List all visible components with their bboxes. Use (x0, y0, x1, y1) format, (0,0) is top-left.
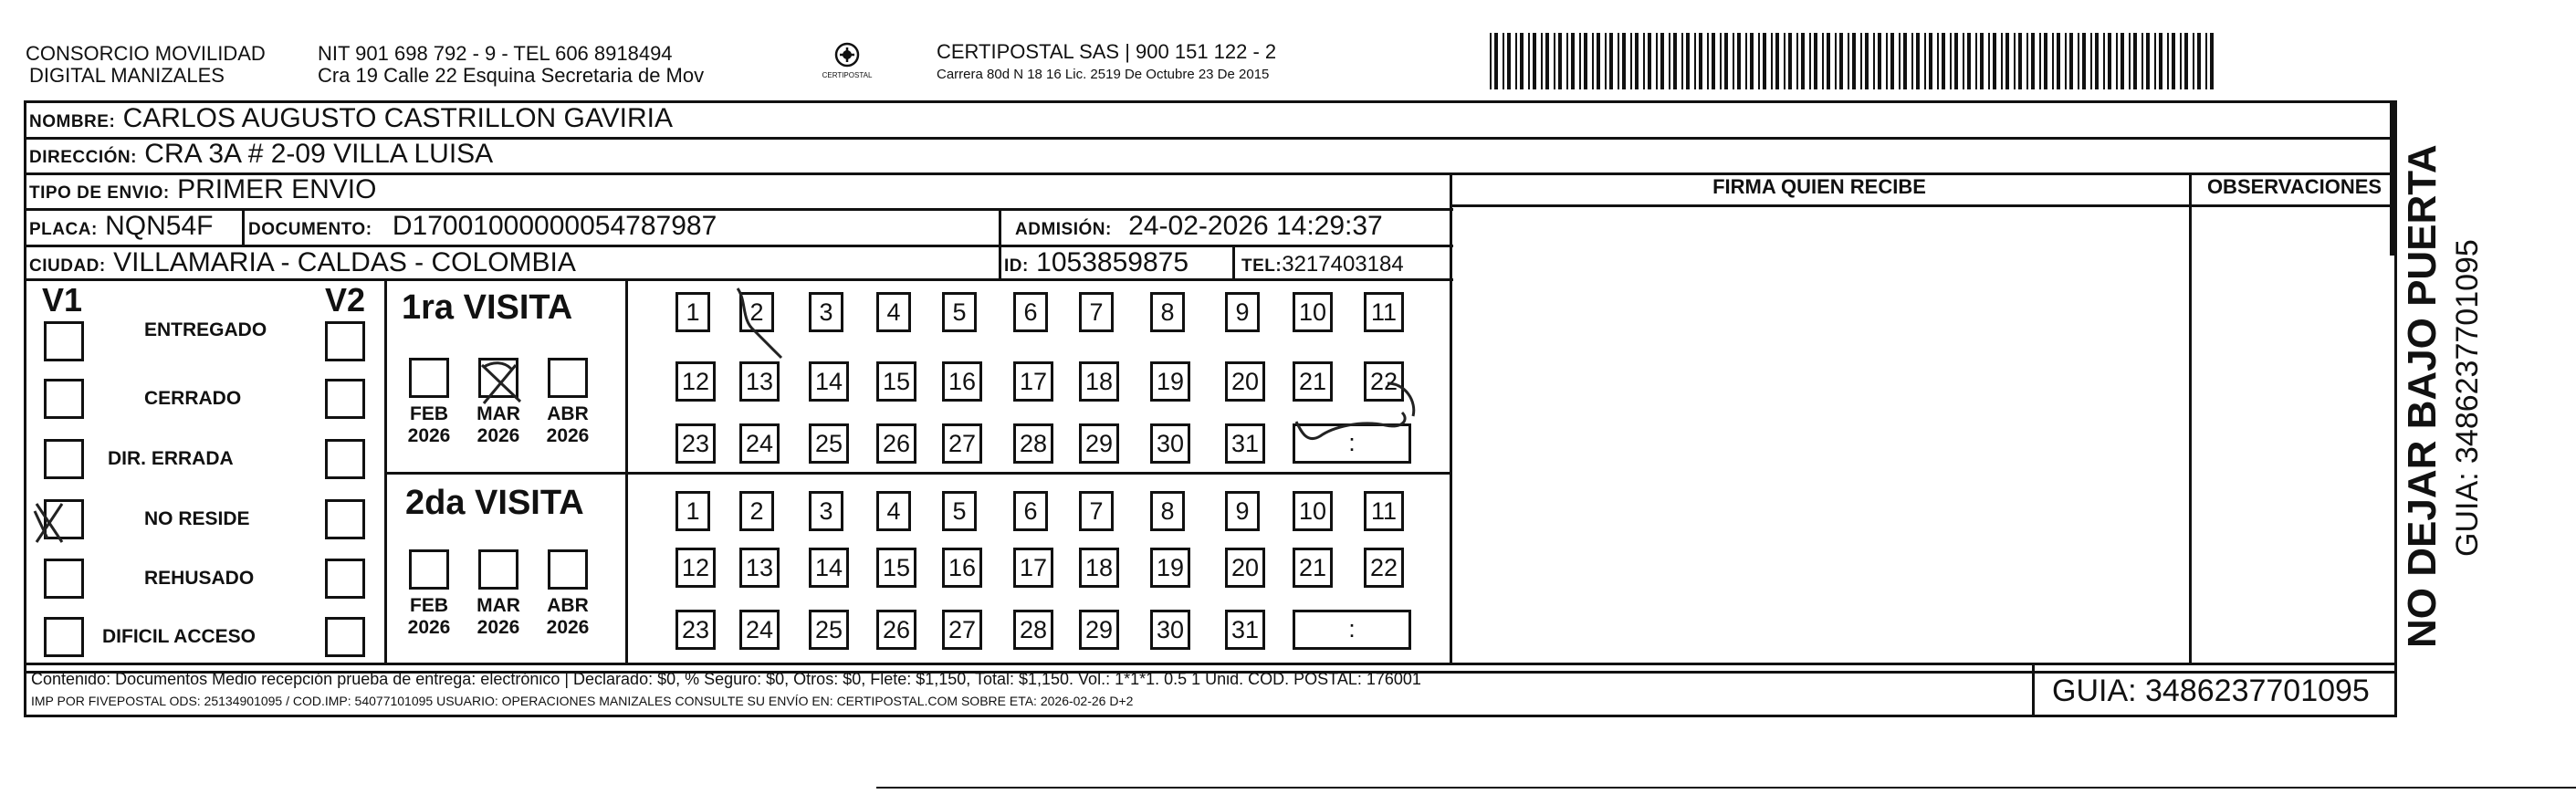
status-label: NO RESIDE (144, 508, 250, 529)
footer-guia: GUIA: 3486237701095 (2052, 674, 2370, 708)
day-box-13[interactable]: 13 (739, 361, 780, 402)
status-label: ENTREGADO (144, 319, 267, 340)
day-box-11[interactable]: 11 (1364, 491, 1404, 531)
status-label: DIFICIL ACCESO (102, 626, 257, 647)
bottom-edge-line (876, 787, 2576, 789)
carrier-info: CERTIPOSTAL SAS | 900 151 122 - 2 (937, 40, 1277, 63)
day-box-24[interactable]: 24 (739, 610, 780, 650)
day-box-31[interactable]: 31 (1225, 423, 1265, 464)
day-box-14[interactable]: 14 (809, 548, 849, 588)
admision-field: ADMISIÓN: 24-02-2026 14:29:37 (1015, 211, 1383, 241)
v2-label: V2 (325, 281, 366, 319)
side-guia: GUIA: 3486237701095 (2450, 239, 2485, 557)
tel-field: TEL:3217403184 (1241, 252, 1404, 277)
status-label: DIR. ERRADA (108, 448, 234, 469)
day-box-16[interactable]: 16 (942, 361, 982, 402)
day-box-4[interactable]: 4 (876, 491, 911, 531)
day-box-14[interactable]: 14 (809, 361, 849, 402)
day-box-28[interactable]: 28 (1013, 423, 1053, 464)
month-label: FEB 2026 (407, 403, 451, 446)
day-box-9[interactable]: 9 (1225, 491, 1260, 531)
day-box-26[interactable]: 26 (876, 423, 916, 464)
day-box-12[interactable]: 12 (675, 361, 716, 402)
footer-content-line: Contenido: Documentos Medio recepción prueba de entrega: electrónico | Declarado: $0, % Seguro: $0, Otros: $0, Flete: $1,150, Total: $1,150. Vol.: 1*1*1. 0.5 1 Unid. COD. POSTAL: 176001 (31, 670, 1421, 688)
day-box-24[interactable]: 24 (739, 423, 780, 464)
time-input[interactable]: : (1293, 423, 1411, 464)
day-box-3[interactable]: 3 (809, 292, 843, 332)
status-label: REHUSADO (144, 568, 255, 589)
day-box-30[interactable]: 30 (1150, 610, 1190, 650)
documento-field: DOCUMENTO: D17001000000054787987 (248, 211, 717, 241)
day-box-20[interactable]: 20 (1225, 361, 1265, 402)
day-box-29[interactable]: 29 (1079, 423, 1119, 464)
status-label: CERRADO (144, 388, 242, 409)
tipo-envio-field: TIPO DE ENVIO: PRIMER ENVIO (29, 174, 377, 204)
certipostal-logo: CERTIPOSTAL (818, 40, 876, 86)
day-box-15[interactable]: 15 (876, 361, 916, 402)
day-box-9[interactable]: 9 (1225, 292, 1260, 332)
time-input[interactable]: : (1293, 610, 1411, 650)
day-box-1[interactable]: 1 (675, 491, 710, 531)
day-box-6[interactable]: 6 (1013, 491, 1048, 531)
day-box-7[interactable]: 7 (1079, 292, 1114, 332)
carrier-address: Carrera 80d N 18 16 Lic. 2519 De Octubre 23 De 2015 (937, 67, 1270, 82)
day-box-6[interactable]: 6 (1013, 292, 1048, 332)
v1-label: V1 (42, 281, 83, 319)
day-box-27[interactable]: 27 (942, 610, 982, 650)
day-box-1[interactable]: 1 (675, 292, 710, 332)
ciudad-field: CIUDAD: VILLAMARIA - CALDAS - COLOMBIA (29, 247, 576, 277)
day-box-31[interactable]: 31 (1225, 610, 1265, 650)
day-box-21[interactable]: 21 (1293, 361, 1333, 402)
company-address: Cra 19 Calle 22 Esquina Secretaria de Mov (318, 64, 705, 87)
first-visit-title: 1ra VISITA (402, 288, 573, 327)
month-label: MAR 2026 (476, 595, 520, 638)
observaciones-header: OBSERVACIONES (2206, 175, 2382, 198)
day-box-27[interactable]: 27 (942, 423, 982, 464)
day-box-15[interactable]: 15 (876, 548, 916, 588)
day-box-19[interactable]: 19 (1150, 548, 1190, 588)
placa-field: PLACA: NQN54F (29, 211, 214, 241)
day-box-17[interactable]: 17 (1013, 361, 1053, 402)
day-box-29[interactable]: 29 (1079, 610, 1119, 650)
month-label: FEB 2026 (407, 595, 451, 638)
day-box-7[interactable]: 7 (1079, 491, 1114, 531)
no-dejar-warning: NO DEJAR BAJO PUERTA (2400, 144, 2445, 648)
company-name-line2: DIGITAL MANIZALES (29, 64, 225, 87)
day-box-22[interactable]: 22 (1364, 548, 1404, 588)
day-box-12[interactable]: 12 (675, 548, 716, 588)
side-guia-block (2450, 164, 2487, 557)
nombre-field: NOMBRE: CARLOS AUGUSTO CASTRILLON GAVIRIA (29, 103, 673, 133)
day-box-16[interactable]: 16 (942, 548, 982, 588)
id-field: ID: 1053859875 (1004, 247, 1189, 277)
day-box-18[interactable]: 18 (1079, 361, 1119, 402)
day-box-25[interactable]: 25 (809, 610, 849, 650)
month-label: MAR 2026 (476, 403, 520, 446)
month-label: ABR 2026 (546, 403, 590, 446)
day-box-4[interactable]: 4 (876, 292, 911, 332)
day-box-19[interactable]: 19 (1150, 361, 1190, 402)
day-box-2[interactable]: 2 (739, 491, 774, 531)
day-box-11[interactable]: 11 (1364, 292, 1404, 332)
day-box-5[interactable]: 5 (942, 292, 977, 332)
day-box-21[interactable]: 21 (1293, 548, 1333, 588)
company-name-line1: CONSORCIO MOVILIDAD (26, 42, 266, 65)
day-box-30[interactable]: 30 (1150, 423, 1190, 464)
day-box-28[interactable]: 28 (1013, 610, 1053, 650)
day-box-17[interactable]: 17 (1013, 548, 1053, 588)
day-box-8[interactable]: 8 (1150, 491, 1185, 531)
day-box-18[interactable]: 18 (1079, 548, 1119, 588)
month-label: ABR 2026 (546, 595, 590, 638)
day-box-5[interactable]: 5 (942, 491, 977, 531)
day-box-25[interactable]: 25 (809, 423, 849, 464)
footer-print-info: IMP POR FIVEPOSTAL ODS: 25134901095 / COD.IMP: 54077101095 USUARIO: OPERACIONES MANIZALES CONSULTE SU ENVÍO EN: CERTIPOSTAL.COM SOBRE ETA: 2026-02-26 D+2 (31, 694, 1134, 708)
day-box-23[interactable]: 23 (675, 423, 716, 464)
day-box-8[interactable]: 8 (1150, 292, 1185, 332)
direccion-field: DIRECCIÓN: CRA 3A # 2-09 VILLA LUISA (29, 139, 494, 169)
day-box-10[interactable]: 10 (1293, 292, 1333, 332)
firma-header: FIRMA QUIEN RECIBE (1712, 175, 1926, 198)
day-box-23[interactable]: 23 (675, 610, 716, 650)
day-box-22[interactable]: 22 (1364, 361, 1404, 402)
day-box-26[interactable]: 26 (876, 610, 916, 650)
second-visit-title: 2da VISITA (405, 484, 584, 522)
company-nit: NIT 901 698 792 - 9 - TEL 606 8918494 (318, 42, 673, 65)
day-box-10[interactable]: 10 (1293, 491, 1333, 531)
day-box-2[interactable]: 2 (739, 292, 774, 332)
day-box-20[interactable]: 20 (1225, 548, 1265, 588)
day-box-3[interactable]: 3 (809, 491, 843, 531)
day-box-13[interactable]: 13 (739, 548, 780, 588)
